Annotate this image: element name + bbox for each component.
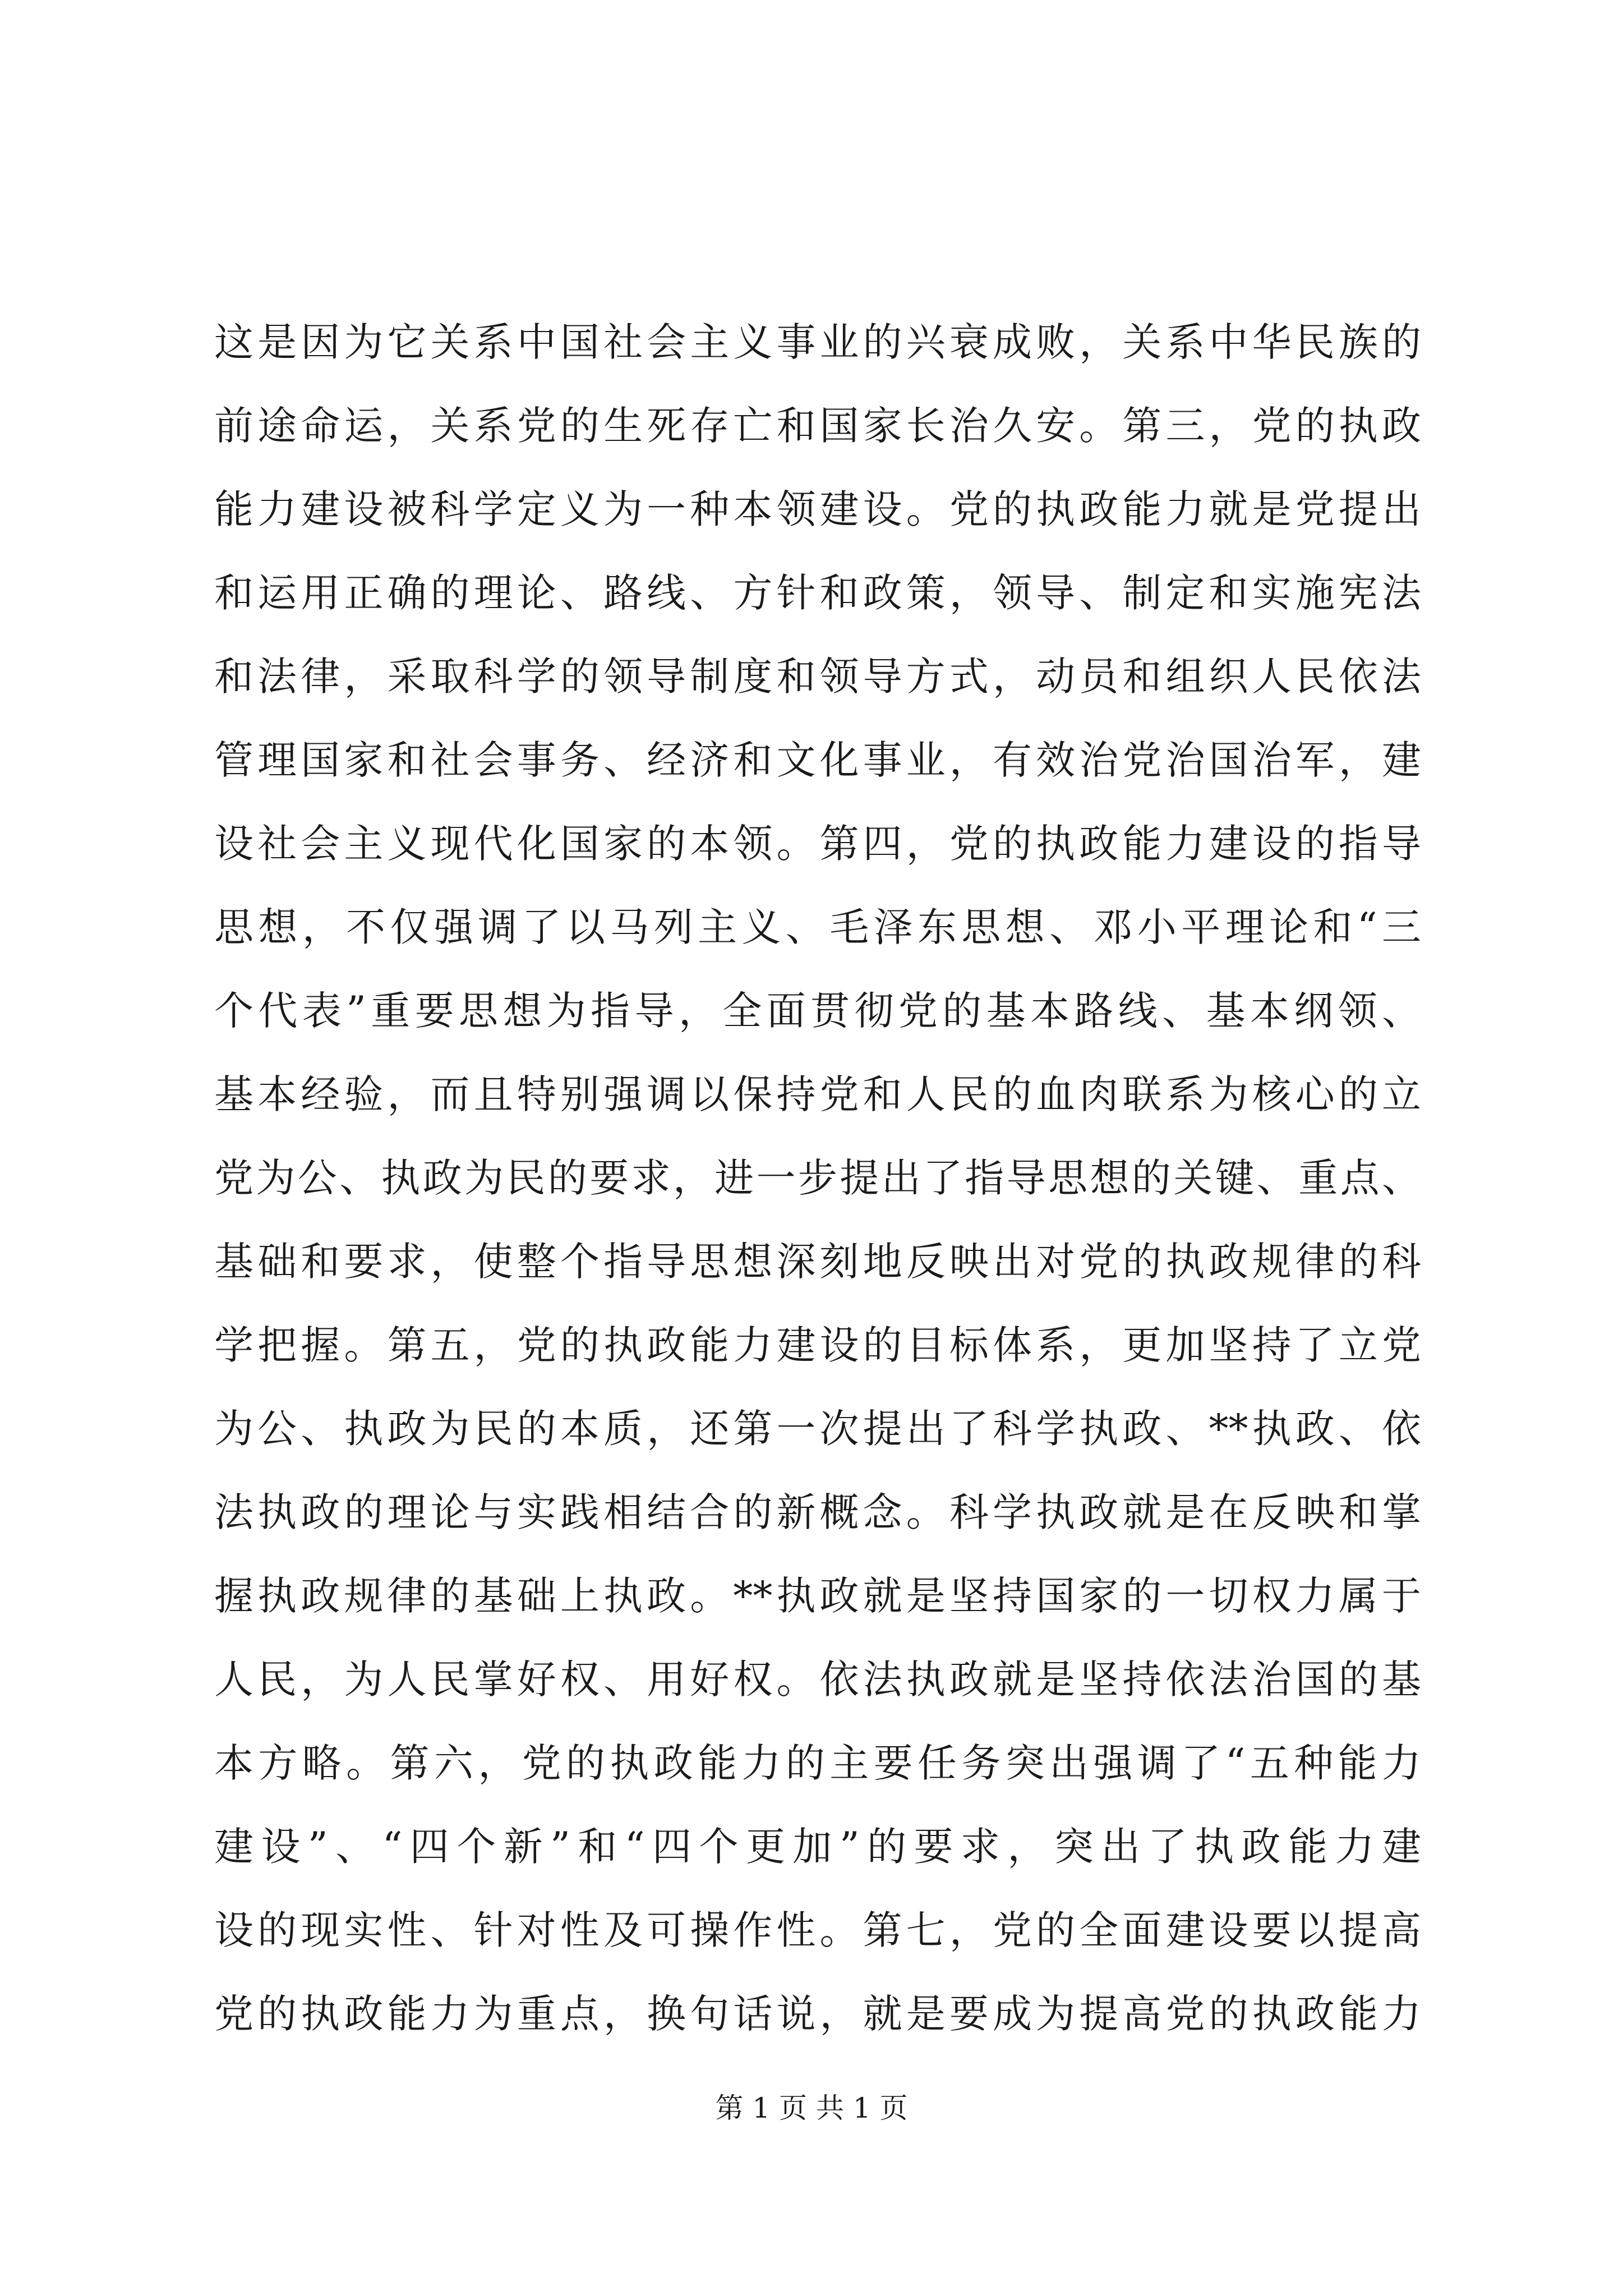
text-line: 这是因为它关系中国社会主义事业的兴衰成败，关系中华民族的 <box>214 319 1421 365</box>
text-line: 和法律，采取科学的领导制度和领导方式，动员和组织人民依法 <box>214 654 1421 700</box>
body-text <box>214 301 1421 2056</box>
text-line: 法执政的理论与实践相结合的新概念。科学执政就是在反映和掌 <box>214 1489 1421 1535</box>
text-line: 握执政规律的基础上执政。**执政就是坚持国家的一切权力属于 <box>214 1573 1421 1619</box>
text-line: 建设”、“四个新”和“四个更加”的要求，突出了执政能力建 <box>214 1824 1421 1870</box>
page-footer: 第 1 页 共 1 页 <box>715 2092 908 2124</box>
text-line: 管理国家和社会事务、经济和文化事业，有效治党治国治军，建 <box>214 737 1421 783</box>
text-line: 学把握。第五，党的执政能力建设的目标体系，更加坚持了立党 <box>214 1322 1421 1368</box>
text-line: 思想，不仅强调了以马列主义、毛泽东思想、邓小平理论和“三 <box>214 904 1421 950</box>
text-line: 党为公、执政为民的要求，进一步提出了指导思想的关键、重点、 <box>214 1155 1421 1201</box>
text-line: 设的现实性、针对性及可操作性。第七，党的全面建设要以提高 <box>214 1907 1421 1953</box>
text-line: 基础和要求，使整个指导思想深刻地反映出对党的执政规律的科 <box>214 1239 1421 1285</box>
text-line: 设社会主义现代化国家的本领。第四，党的执政能力建设的指导 <box>214 821 1421 867</box>
text-line: 为公、执政为民的本质，还第一次提出了科学执政、**执政、依 <box>214 1406 1421 1452</box>
text-line: 和运用正确的理论、路线、方针和政策，领导、制定和实施宪法 <box>214 570 1421 616</box>
text-line: 能力建设被科学定义为一种本领建设。党的执政能力就是党提出 <box>214 486 1421 532</box>
text-line: 人民，为人民掌好权、用好权。依法执政就是坚持依法治国的基 <box>214 1657 1421 1703</box>
text-line: 本方略。第六，党的执政能力的主要任务突出强调了“五种能力 <box>214 1740 1421 1786</box>
text-line: 前途命运，关系党的生死存亡和国家长治久安。第三，党的执政 <box>214 403 1421 449</box>
text-line: 党的执政能力为重点，换句话说，就是要成为提高党的执政能力 <box>214 1991 1421 2037</box>
text-line: 个代表”重要思想为指导，全面贯彻党的基本路线、基本纲领、 <box>214 988 1421 1034</box>
text-line: 基本经验，而且特别强调以保持党和人民的血肉联系为核心的立 <box>214 1071 1421 1117</box>
